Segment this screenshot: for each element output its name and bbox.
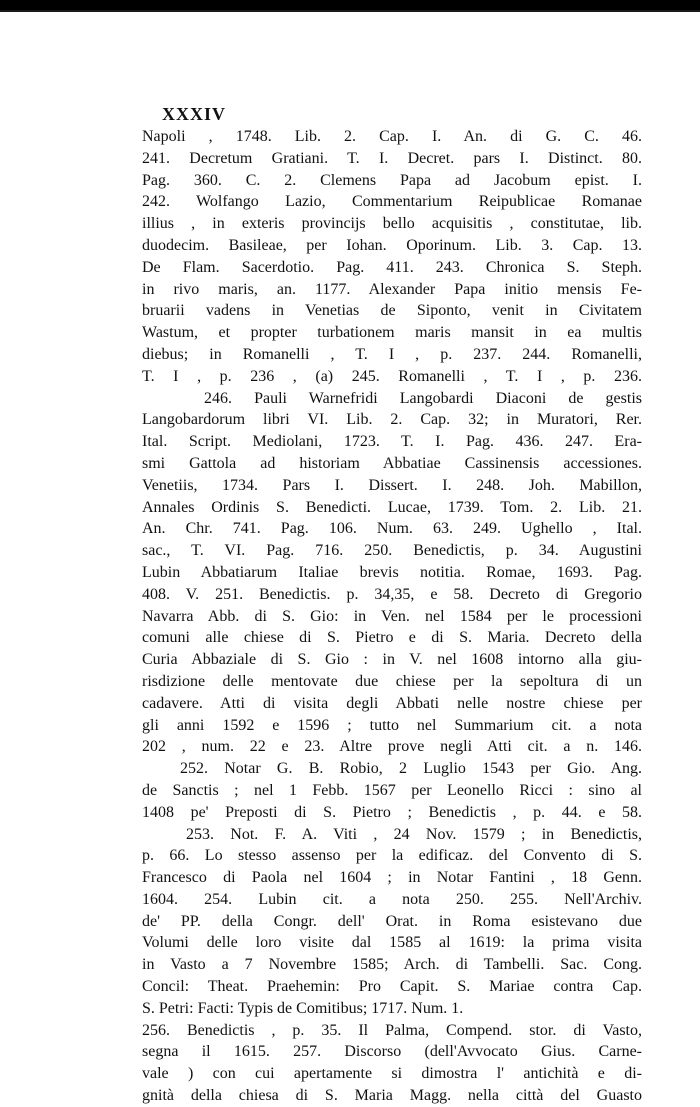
text-line: illius , in exteris provincijs bello acquisitis , constitutae, lib. <box>142 215 642 233</box>
text-line: Navarra Abb. di S. Gio: in Ven. nel 1584 per le processioni <box>142 607 642 625</box>
text-line: 252. Notar G. B. Robio, 2 Luglio 1543 per Gio. Ang. <box>180 760 642 778</box>
top-border <box>0 0 700 10</box>
text-line: sac., T. VI. Pag. 716. 250. Benedictis, p. 34. Augustini <box>142 542 642 560</box>
text-line: cadavere. Atti di visita degli Abbati nelle nostre chiese per <box>142 694 642 712</box>
text-line: Ital. Script. Mediolani, 1723. T. I. Pag. 436. 247. Era- <box>142 433 642 451</box>
page-body <box>142 126 642 1107</box>
text-line: Annales Ordinis S. Benedicti. Lucae, 1739. Tom. 2. Lib. 21. <box>142 498 642 516</box>
text-line: Wastum, et propter turbationem maris mansit in ea multis <box>142 324 642 342</box>
text-line: vale ) con cui apertamente si dimostra l' antichità e di- <box>142 1065 642 1083</box>
text-line: 246. Pauli Warnefridi Langobardi Diaconi de gestis <box>204 389 642 407</box>
text-line: comuni alle chiese di S. Pietro e di S. Maria. Decreto della <box>142 629 642 647</box>
text-line: diebus; in Romanelli , T. I , p. 237. 244. Romanelli, <box>142 345 642 363</box>
text-line: smi Gattola ad historiam Abbatiae Cassinensis accessiones. <box>142 454 642 472</box>
text-line: duodecim. Basileae, per Iohan. Oporinum. Lib. 3. Cap. 13. <box>142 236 642 254</box>
text-line: Napoli , 1748. Lib. 2. Cap. I. An. di G. C. 46. <box>142 128 642 145</box>
page-number: XXXIV <box>162 104 227 124</box>
text-line: de' PP. della Congr. dell' Orat. in Roma esistevano due <box>142 912 642 930</box>
text-line: 408. V. 251. Benedictis. p. 34,35, e 58. Decreto di Gregorio <box>142 585 642 603</box>
text-line: 1604. 254. Lubin cit. a nota 250. 255. Nell'Archiv. <box>142 890 642 908</box>
text-line: Lubin Abbatiarum Italiae brevis notitia. Romae, 1693. Pag. <box>142 563 642 581</box>
text-line: 241. Decretum Gratiani. T. I. Decret. pars I. Distinct. 80. <box>142 149 642 167</box>
text-line: Volumi delle loro visite dal 1585 al 1619: la prima visita <box>142 934 642 952</box>
text-line: Langobardorum libri VI. Lib. 2. Cap. 32; in Muratori, Rer. <box>142 411 642 429</box>
text-line: in rivo maris, an. 1177. Alexander Papa initio mensis Fe- <box>142 280 642 298</box>
text-line: gnità della chiesa di S. Maria Magg. nella città del Guasto <box>142 1087 642 1105</box>
text-line: in Vasto a 7 Novembre 1585; Arch. di Tambelli. Sac. Cong. <box>142 956 642 974</box>
text-line: T. I , p. 236 , (a) 245. Romanelli , T. I , p. 236. <box>142 367 642 385</box>
text-line: Francesco di Paola nel 1604 ; in Notar Fantini , 18 Genn. <box>142 869 642 887</box>
text-line: Pag. 360. C. 2. Clemens Papa ad Jacobum epist. I. <box>142 171 642 189</box>
text-line: de Sanctis ; nel 1 Febb. 1567 per Leonello Ricci : sino al <box>142 781 642 799</box>
text-line: gli anni 1592 e 1596 ; tutto nel Summarium cit. a nota <box>142 716 642 734</box>
text-line: p. 66. Lo stesso assenso per la edificaz. del Convento di S. <box>142 847 642 865</box>
text-line: 1408 pe' Preposti di S. Pietro ; Benedictis , p. 44. e 58. <box>142 803 642 821</box>
text-line: 256. Benedictis , p. 35. Il Palma, Compend. stor. di Vasto, <box>142 1021 642 1039</box>
text-line: S. Petri: Facti: Typis de Comitibus; 1717. Num. 1. <box>142 999 464 1017</box>
text-line: risdizione delle mentovate due chiese per la sepoltura di un <box>142 672 642 690</box>
text-line: Venetiis, 1734. Pars I. Dissert. I. 248. Joh. Mabillon, <box>142 476 642 494</box>
text-line: Concil: Theat. Praehemin: Pro Capit. S. Mariae contra Cap. <box>142 978 642 996</box>
text-line: Curia Abbaziale di S. Gio : in V. nel 1608 intorno alla giu- <box>142 651 642 669</box>
text-line: segna il 1615. 257. Discorso (dell'Avvocato Gius. Carne- <box>142 1043 642 1061</box>
text-line: An. Chr. 741. Pag. 106. Num. 63. 249. Ughello , Ital. <box>142 520 642 538</box>
text-line: 202 , num. 22 e 23. Altre prove negli Atti cit. a n. 146. <box>142 738 642 756</box>
top-border-thin <box>0 10 700 12</box>
text-line: 242. Wolfango Lazio, Commentarium Reipublicae Romanae <box>142 193 642 211</box>
text-line: De Flam. Sacerdotio. Pag. 411. 243. Chronica S. Steph. <box>142 258 642 276</box>
text-line: 253. Not. F. A. Viti , 24 Nov. 1579 ; in Benedictis, <box>186 825 642 843</box>
text-line: bruarii vadens in Venetias de Siponto, venit in Civitatem <box>142 302 642 320</box>
